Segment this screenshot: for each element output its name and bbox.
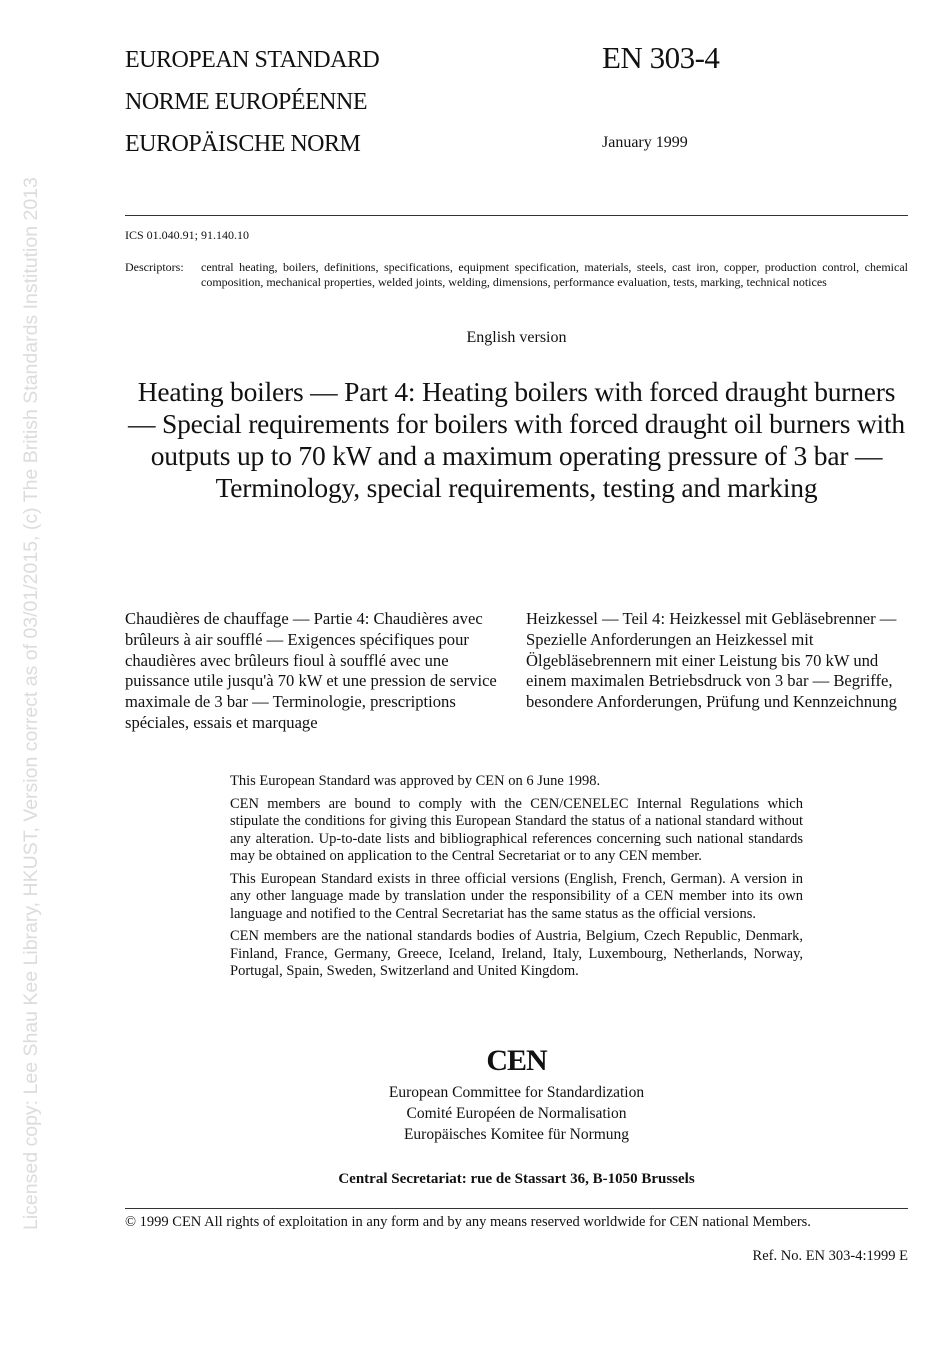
standard-number: EN 303-4	[602, 40, 720, 75]
version-label: English version	[466, 329, 567, 346]
german-title: Heizkessel — Teil 4: Heizkessel mit Gebläsebrenner — Spezielle Anforderungen an Heizkessel mit Ölgebläsebrennern mit einer Leistung bis 70 kW und einem maximalen Betriebsdruck von 3 bar — Begriffe, besondere Anforderungen, Prüfung und Kennzeichnung	[526, 609, 897, 712]
cen-names	[125, 1083, 908, 1145]
members-list-paragraph: CEN members are the national standards bodies of Austria, Belgium, Czech Republic, Denmark, Finland, France, Germany, Greece, Iceland, Ireland, Italy, Luxembourg, Netherlands, Norway, Portugal, Spain, Sweden, Switzerland and United Kingdom.	[230, 928, 803, 979]
ics-code: ICS 01.040.91; 91.140.10	[125, 228, 250, 242]
standard-name-fr: NORME EUROPÉENNE	[125, 89, 367, 115]
members-bound-paragraph: CEN members are bound to comply with the CEN/CENELEC Internal Regulations which stipulate the conditions for giving this European Standard the status of a national standard without any alteration. Up-to-date lists and bibliographical references concerning such national standards may be obtained on application to the Central Secretariat or to any CEN member.	[230, 795, 803, 864]
french-title: Chaudières de chauffage — Partie 4: Chaudières avec brûleurs à air soufflé — Exigences spécifiques pour chaudières avec brûleurs fioul à soufflé avec une puissance utile jusqu'à 70 kW et une pression de service maximale de 3 bar — Terminologie, prescriptions spéciales, essais et marquage	[125, 609, 497, 732]
approval-paragraph: This European Standard was approved by CEN on 6 June 1998.	[230, 773, 601, 789]
publication-date: January 1999	[602, 134, 688, 151]
standard-name-en: EUROPEAN STANDARD	[125, 47, 380, 73]
versions-paragraph: This European Standard exists in three official versions (English, French, German). A version in any other language made by translation under the responsibility of a CEN member into its own language and notified to the Central Secretariat has the same status as the official versions.	[230, 870, 803, 922]
descriptors-label: Descriptors:	[125, 260, 184, 274]
reference-number: Ref. No. EN 303-4:1999 E	[752, 1248, 908, 1264]
cen-name-de: Europäisches Komitee für Normung	[403, 1125, 630, 1143]
standard-name-de: EUROPÄISCHE NORM	[125, 131, 361, 157]
cen-name-fr: Comité Européen de Normalisation	[406, 1104, 627, 1122]
license-watermark: Licensed copy: Lee Shau Kee Library, HKUST, Version correct as of 03/01/2015, (c) The British Standards Institution 2013	[20, 177, 42, 1230]
cen-name-en: European Committee for Standardization	[388, 1084, 645, 1101]
approval-section	[230, 773, 803, 986]
footer-divider	[125, 1208, 908, 1209]
descriptors-text: central heating, boilers, definitions, specifications, equipment specification, materials, steels, cast iron, copper, production control, chemical composition, mechanical properties, welded joints, welding, dimensions, performance evaluation, tests, marking, technical notices	[201, 260, 908, 289]
copyright-notice: © 1999 CEN All rights of exploitation in any form and by any means reserved worldwide for CEN national Members.	[125, 1214, 811, 1230]
document-title: Heating boilers — Part 4: Heating boilers with forced draught burners — Special requirements for boilers with forced draught oil burners with outputs up to 70 kW and a maximum operating pressure of 3 bar — Terminology, special requirements, testing and marking	[128, 376, 905, 503]
cen-logo: CEN	[486, 1044, 547, 1077]
central-secretariat-address: Central Secretariat: rue de Stassart 36, B-1050 Brussels	[338, 1171, 695, 1187]
header-divider	[125, 215, 908, 216]
